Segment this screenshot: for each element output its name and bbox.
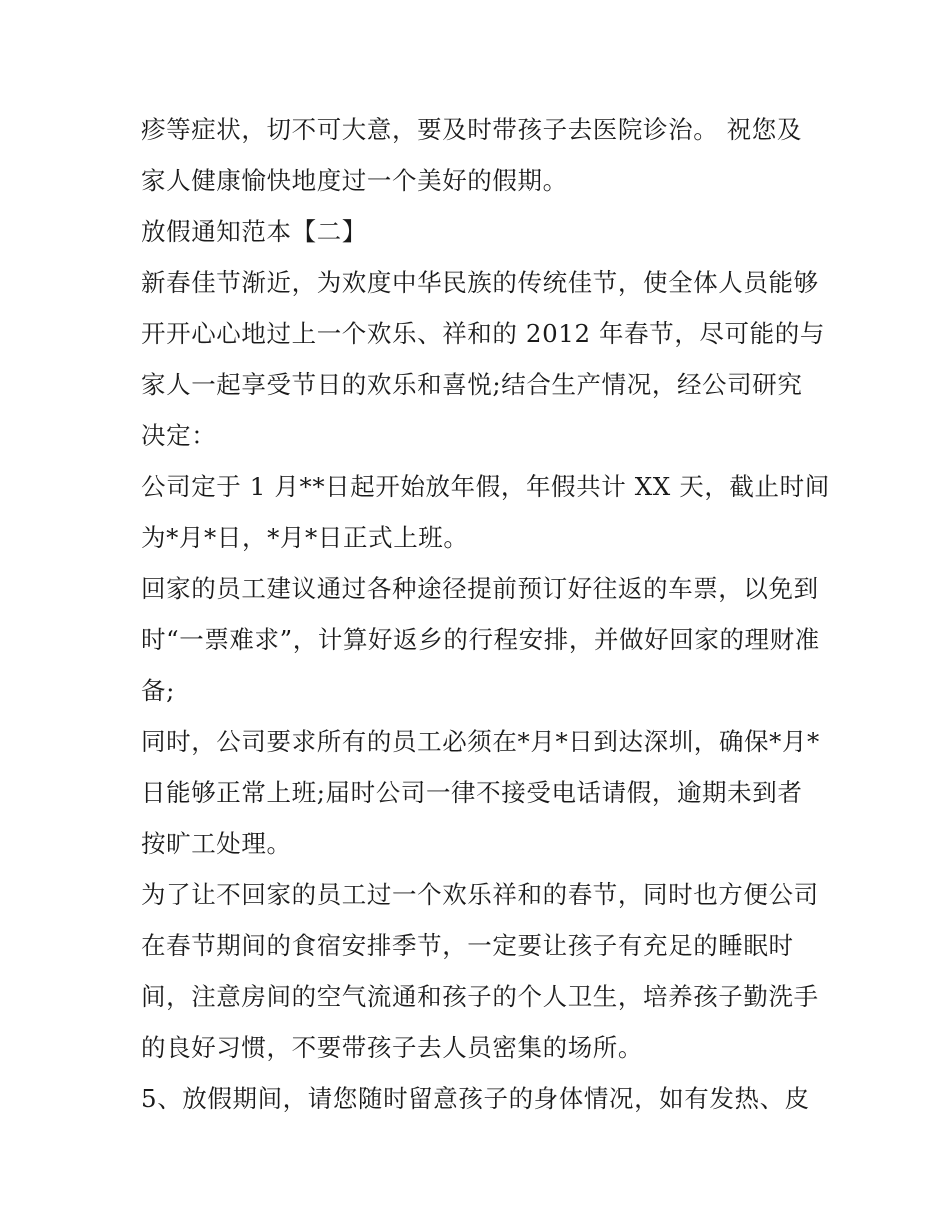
text-line: 在春节期间的食宿安排季节，一定要让孩子有充足的睡眠时 xyxy=(141,931,794,960)
text-line: 开开心心地过上一个欢乐、祥和的 2012 年春节，尽可能的与 xyxy=(141,319,825,348)
text-line: 备; xyxy=(141,676,175,705)
text-line: 5、放假期间，请您随时留意孩子的身体情况，如有发热、皮 xyxy=(141,1084,810,1113)
text-line: 间，注意房间的空气流通和孩子的个人卫生，培养孩子勤洗手 xyxy=(141,982,819,1011)
document-body xyxy=(141,104,831,1124)
text-line: 家人健康愉快地度过一个美好的假期。 xyxy=(141,166,568,195)
text-line: 决定： xyxy=(141,421,217,450)
text-line: 的良好习惯，不要带孩子去人员密集的场所。 xyxy=(141,1033,643,1062)
text-line: 按旷工处理。 xyxy=(141,829,292,858)
text-line: 同时，公司要求所有的员工必须在*月*日到达深圳，确保*月* xyxy=(141,727,820,756)
section-heading: 放假通知范本【二】 xyxy=(141,217,367,246)
text-line: 家人一起享受节日的欢乐和喜悦;结合生产情况，经公司研究 xyxy=(141,370,803,399)
text-line: 为了让不回家的员工过一个欢乐祥和的春节，同时也方便公司 xyxy=(141,880,819,909)
text-line: 时“一票难求”，计算好返乡的行程安排，并做好回家的理财准 xyxy=(141,625,820,654)
text-line: 日能够正常上班;届时公司一律不接受电话请假，逾期未到者 xyxy=(141,778,803,807)
text-line: 疹等症状，切不可大意，要及时带孩子去医院诊治。 祝您及 xyxy=(141,115,802,144)
text-line: 新春佳节渐近，为欢度中华民族的传统佳节，使全体人员能够 xyxy=(141,268,819,297)
text-line: 为*月*日，*月*日正式上班。 xyxy=(141,523,469,552)
text-line: 回家的员工建议通过各种途径提前预订好往返的车票，以免到 xyxy=(141,574,819,603)
text-line: 公司定于 1 月**日起开始放年假，年假共计 XX 天，截止时间 xyxy=(141,472,830,501)
